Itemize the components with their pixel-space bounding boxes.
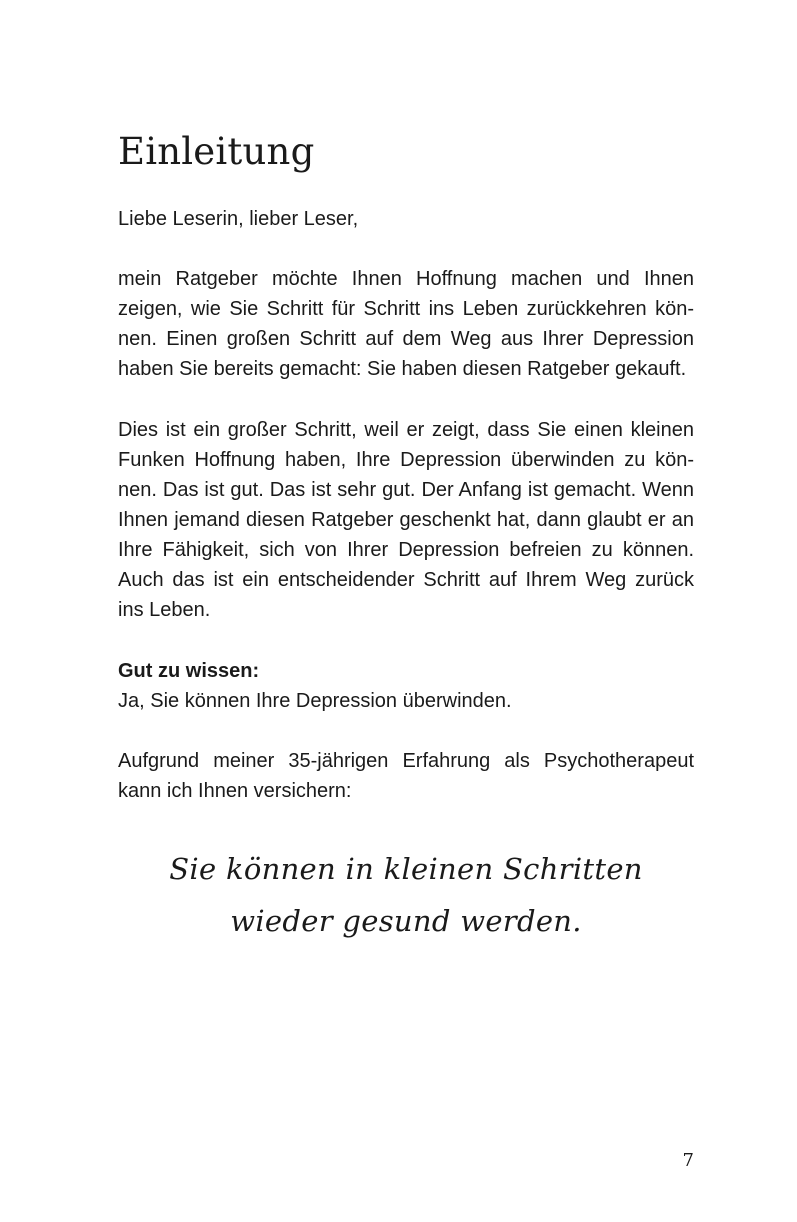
page-number: 7 [682,1150,694,1171]
handwritten-quote-line-2: wieder gesund werden. [230,904,582,938]
handwritten-quote-line-1: Sie können in kleinen Schritten [169,852,643,886]
note-title: Gut zu wissen: [118,660,260,682]
greeting: Liebe Leserin, lieber Leser, [118,208,359,230]
paragraph-2: Dies ist ein großer Schritt, weil er zeigt, dass Sie einen kleinen Funken Hoffnung haben, Ihre Depression überwinden zu können. Das ist gut. Das ist sehr gut. Der Anfang ist gemacht. Wenn Ihnen jemand diesen Ratgeber geschenkt hat, dann glaubt er an Ihre Fähigkeit, sich von Ihrer Depression befreien zu können. Auch das ist ein entscheidender Schritt auf Ihrem Weg zurück ins Leben. [118,419,694,621]
paragraph-1: mein Ratgeber möchte Ihnen Hoffnung machen und Ihnen zeigen, wie Sie Schritt für Schritt ins Leben zurückkehren können. Einen großen Schritt auf dem Weg aus Ihrer Depression haben Sie bereits gemacht: Sie haben diesen Ratgeber gekauft. [118,268,694,380]
chapter-heading: Einleitung [118,130,315,173]
note-text: Ja, Sie können Ihre Depression überwinden. [118,690,512,712]
paragraph-3: Aufgrund meiner 35-jährigen Erfahrung als Psychotherapeut kann ich Ihnen versichern: [118,750,694,802]
